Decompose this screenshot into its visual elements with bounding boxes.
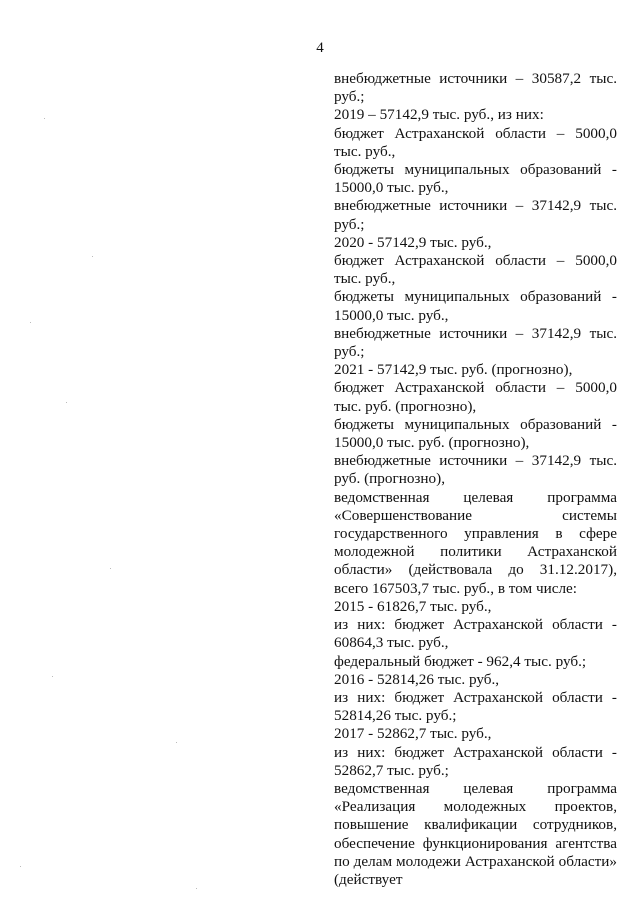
- paragraph: 2015 - 61826,7 тыс. руб.,: [334, 597, 492, 615]
- paragraph: внебюджетные источники – 37142,9 тыс. руб. (прогнозно),: [334, 452, 617, 488]
- paragraph: 2016 - 52814,26 тыс. руб.,: [334, 670, 500, 688]
- document-body: [334, 70, 617, 889]
- paragraph: бюджет Астраханской области – 5000,0 тыс. руб.,: [334, 124, 617, 160]
- paragraph: ведомственная целевая программа «Совершенствование системы государственного управления в сфере молодежной политики Астраханской области» (действовала до 31.12.2017), всего 167503,7 тыс. руб., в том числе:: [334, 488, 617, 597]
- paragraph: бюджеты муниципальных образований - 15000,0 тыс. руб.,: [334, 288, 617, 324]
- paragraph: 2021 - 57142,9 тыс. руб. (прогнозно),: [334, 361, 573, 379]
- paragraph: бюджет Астраханской области – 5000,0 тыс. руб. (прогнозно),: [334, 379, 617, 415]
- paragraph: 2017 - 52862,7 тыс. руб.,: [334, 725, 492, 743]
- paragraph: федеральный бюджет - 962,4 тыс. руб.;: [334, 652, 587, 670]
- paragraph: бюджет Астраханской области – 5000,0 тыс. руб.,: [334, 252, 617, 288]
- paragraph: бюджеты муниципальных образований - 15000,0 тыс. руб. (прогнозно),: [334, 415, 617, 452]
- paragraph: внебюджетные источники – 30587,2 тыс. руб.;: [334, 70, 617, 106]
- paragraph: 2019 – 57142,9 тыс. руб., из них:: [334, 106, 544, 124]
- page-number: 4: [316, 40, 324, 56]
- paragraph: из них: бюджет Астраханской области - 52814,26 тыс. руб.;: [334, 688, 617, 725]
- paragraph: бюджеты муниципальных образований - 15000,0 тыс. руб.,: [334, 161, 617, 197]
- paragraph: ведомственная целевая программа «Реализация молодежных проектов, повышение квалификации сотрудников, обеспечение функционирования агентства по делам молодежи Астраханской области» (действует: [334, 779, 617, 888]
- paragraph: внебюджетные источники – 37142,9 тыс. руб.;: [334, 197, 617, 233]
- paragraph: 2020 - 57142,9 тыс. руб.,: [334, 233, 492, 251]
- paragraph: из них: бюджет Астраханской области - 60864,3 тыс. руб.,: [334, 616, 617, 652]
- paragraph: внебюджетные источники – 37142,9 тыс. руб.;: [334, 324, 617, 361]
- paragraph: из них: бюджет Астраханской области - 52862,7 тыс. руб.;: [334, 743, 617, 779]
